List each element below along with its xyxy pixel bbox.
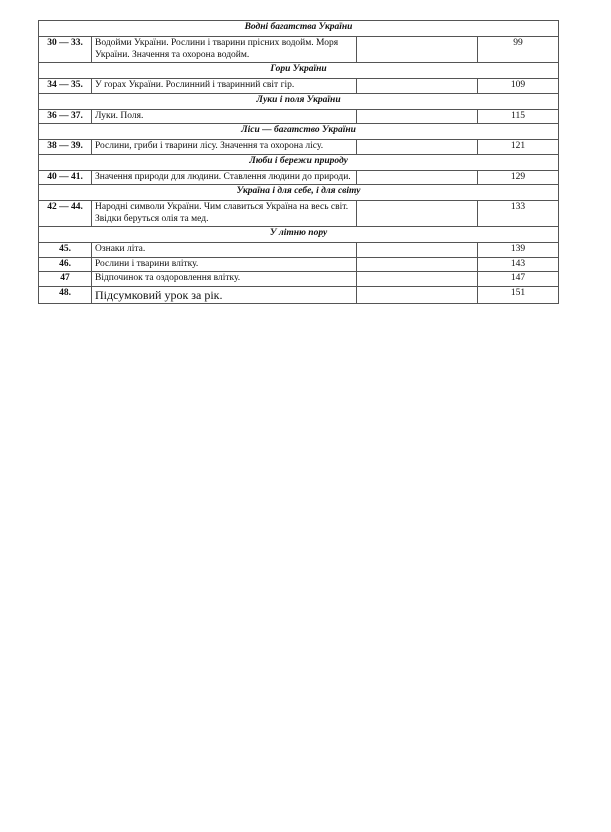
- lesson-title: Підсумковий урок за рік.: [92, 286, 357, 303]
- lesson-title: Рослини і тварини влітку.: [92, 257, 357, 272]
- lesson-number: 42 — 44.: [39, 201, 92, 227]
- page-number: 129: [478, 170, 559, 185]
- lesson-row: [39, 272, 559, 287]
- lesson-title: Водойми України. Рослини і тварини прісних водойм. Моря України. Значення та охорона водойм.: [92, 37, 357, 63]
- lesson-number: 30 — 33.: [39, 37, 92, 63]
- lesson-number: 40 — 41.: [39, 170, 92, 185]
- page-number: 151: [478, 286, 559, 303]
- lesson-row: [39, 286, 559, 303]
- lesson-title: Значення природи для людини. Ставлення людини до природи.: [92, 170, 357, 185]
- blank-cell: [357, 286, 478, 303]
- page-number: 115: [478, 109, 559, 124]
- section-row: [39, 154, 559, 170]
- section-row: [39, 21, 559, 37]
- section-heading: Водні багатства України: [39, 21, 559, 37]
- section-heading: У літню пору: [39, 227, 559, 243]
- lesson-row: [39, 79, 559, 94]
- lesson-number: 46.: [39, 257, 92, 272]
- page-number: 109: [478, 79, 559, 94]
- blank-cell: [357, 140, 478, 155]
- lesson-row: [39, 201, 559, 227]
- lesson-number: 34 — 35.: [39, 79, 92, 94]
- blank-cell: [357, 170, 478, 185]
- section-row: [39, 185, 559, 201]
- section-heading: Ліси — багатство України: [39, 124, 559, 140]
- lesson-title: Рослини, гриби і тварини лісу. Значення та охорона лісу.: [92, 140, 357, 155]
- section-heading: Україна і для себе, і для світу: [39, 185, 559, 201]
- lesson-row: [39, 109, 559, 124]
- lesson-row: [39, 170, 559, 185]
- blank-cell: [357, 243, 478, 258]
- page-number: 121: [478, 140, 559, 155]
- lesson-row: [39, 37, 559, 63]
- lesson-title: Луки. Поля.: [92, 109, 357, 124]
- section-heading: Луки і поля України: [39, 93, 559, 109]
- blank-cell: [357, 257, 478, 272]
- blank-cell: [357, 109, 478, 124]
- lesson-row: [39, 243, 559, 258]
- blank-cell: [357, 272, 478, 287]
- page-number: 143: [478, 257, 559, 272]
- blank-cell: [357, 37, 478, 63]
- section-row: [39, 124, 559, 140]
- lesson-number: 48.: [39, 286, 92, 303]
- lesson-title: У горах України. Рослинний і тваринний світ гір.: [92, 79, 357, 94]
- section-heading: Люби і бережи природу: [39, 154, 559, 170]
- page-number: 139: [478, 243, 559, 258]
- section-row: [39, 227, 559, 243]
- lesson-title: Відпочинок та оздоровлення влітку.: [92, 272, 357, 287]
- lesson-number: 45.: [39, 243, 92, 258]
- page-number: 147: [478, 272, 559, 287]
- page-number: 133: [478, 201, 559, 227]
- lesson-title: Народні символи України. Чим славиться Україна на весь світ. Звідки беруться олія та мед.: [92, 201, 357, 227]
- blank-cell: [357, 79, 478, 94]
- contents-table: [38, 20, 559, 304]
- lesson-number: 47: [39, 272, 92, 287]
- lesson-row: [39, 257, 559, 272]
- lesson-number: 38 — 39.: [39, 140, 92, 155]
- blank-cell: [357, 201, 478, 227]
- section-heading: Гори України: [39, 63, 559, 79]
- lesson-row: [39, 140, 559, 155]
- lesson-number: 36 — 37.: [39, 109, 92, 124]
- lesson-title: Ознаки літа.: [92, 243, 357, 258]
- page-number: 99: [478, 37, 559, 63]
- section-row: [39, 63, 559, 79]
- section-row: [39, 93, 559, 109]
